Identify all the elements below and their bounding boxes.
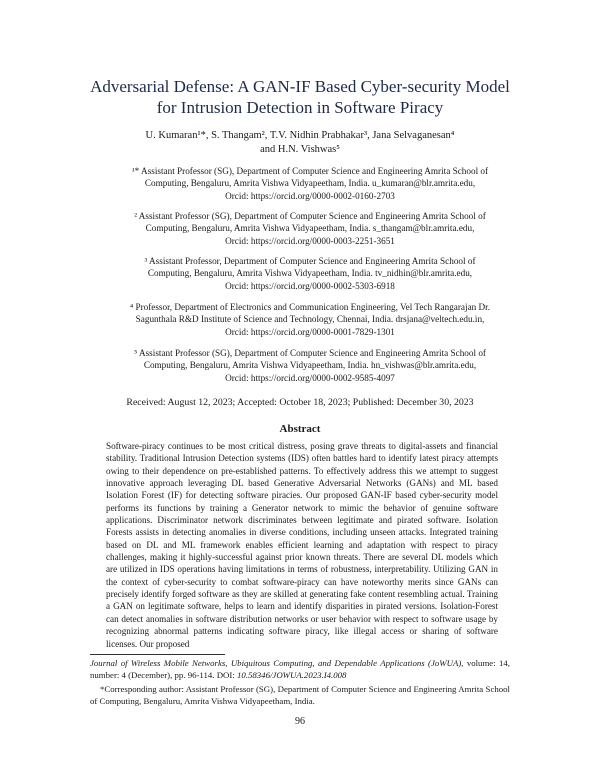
affiliation-orcid: Orcid: https://orcid.org/0000-0002-5303-6918	[225, 280, 395, 291]
affiliation-4	[105, 301, 515, 338]
author-list	[60, 129, 540, 157]
affiliation-line: ³ Assistant Professor, Department of Computer Science and Engineering Amrita School of	[144, 256, 476, 266]
affiliation-line: ⁵ Assistant Professor (SG), Department of Computer Science and Engineering Amrita School of	[133, 348, 486, 358]
affiliation-3	[105, 255, 515, 292]
publication-dates: Received: August 12, 2023; Accepted: October 18, 2023; Published: December 30, 2023	[126, 397, 474, 408]
affiliation-orcid: Orcid: https://orcid.org/0000-0003-2251-3651	[225, 235, 395, 246]
authors-line-2: and H.N. Vishwas⁵	[260, 144, 340, 155]
affiliation-line: Computing, Bengaluru, Amrita Vishwa Vidyapeetham, India. tv_nidhin@blr.amrita.edu,	[147, 268, 473, 279]
paper-title	[60, 76, 540, 118]
affiliation-line: ² Assistant Professor (SG), Department of Computer Science and Engineering Amrita School of	[134, 211, 486, 221]
affiliation-line: Computing, Bengaluru, Amrita Vishwa Vidyapeetham, India. s_thangam@blr.amrita.edu,	[145, 223, 475, 234]
affiliation-2	[105, 210, 515, 247]
affiliation-orcid: Orcid: https://orcid.org/0000-0002-9585-4097	[225, 372, 395, 383]
affiliation-line: ¹* Assistant Professor (SG), Department of Computer Science and Engineering Amrita School of	[131, 166, 489, 176]
affiliation-line: Sagunthala R&D Institute of Science and Technology, Chennai, India. drsjana@veltech.edu.in,	[135, 314, 485, 325]
affiliation-orcid: Orcid: https://orcid.org/0000-0001-7829-1301	[225, 326, 395, 337]
doi-link[interactable]: 10.58346/JOWUA.2023.I4.008	[236, 669, 347, 680]
affiliation-1	[105, 165, 515, 202]
affiliation-5	[105, 347, 515, 384]
affiliation-line: ⁴ Professor, Department of Electronics and Communication Engineering, Vel Tech Rangarajan Dr.	[129, 302, 491, 312]
footnote-divider	[90, 654, 225, 655]
journal-citation	[90, 658, 510, 681]
abstract-text: Software-piracy continues to be most critical distress, posing grave threats to digital-assets and financial stability. Traditional Intrusion Detection systems (IDS) often battles hard to identify latest piracy attempts owing to their dependence on pre-established patterns. To effectively address this we attempt to suggest innovative approach leveraging DL based Generative Adversarial Networks (GANs) and ML based Isolation Forest (IF) for detecting software piracies. Our proposed GAN-IF based cyber-security model performs its functions by training a Generator network to mimic the behavior of genuine software applications. Discriminator network discriminates between legitimate and pirated software. Isolation Forests assists in detecting anomalies in diverse conditions, including unseen attacks. Integrated training based on DL and ML framework enables efficient learning and adaptation with respect to piracy challenges, making it highly-successful against prior known threats. There are several DL models which are utilized in IDS operations having limitations in terms of robustness, interpretability. Utilizing GAN in the context of cyber-security to combat software-piracy can have noteworthy merits since GANs can precisely identify forged software as they are skilled at generating fake content resembling actual. Training a GAN on legitimate software, helps to learn and identify disparities in pirated versions. Isolation-Forest can detect anomalies in software distribution networks or user behavior with respect to software usage by recognizing abnormal patterns indicating software piracy, like illegal access or sharing of software licenses. Our proposed	[106, 441, 498, 649]
affiliation-orcid: Orcid: https://orcid.org/0000-0002-0160-2703	[225, 190, 395, 201]
affiliation-line: Computing, Bengaluru, Amrita Vishwa Vidyapeetham, India. hn_vishwas@blr.amrita.edu,	[143, 360, 477, 371]
journal-name: Journal of Wireless Mobile Networks, Ubiquitous Computing, and Dependable Applications (JoWUA),	[90, 658, 464, 668]
abstract-heading: Abstract	[279, 423, 321, 435]
page-number: 96	[295, 716, 305, 727]
title-line-2: for Intrusion Detection in Software Piracy	[156, 98, 444, 117]
authors-line-1: U. Kumaran¹*, S. Thangam², T.V. Nidhin Prabhakar³, Jana Selvaganesan⁴	[145, 130, 455, 141]
affiliation-line: Computing, Bengaluru, Amrita Vishwa Vidyapeetham, India. u_kumaran@blr.amrita.edu,	[144, 178, 476, 189]
journal-details: volume: 14, number: 4 (December), pp. 96-114. DOI:	[90, 658, 510, 680]
title-line-1: Adversarial Defense: A GAN-IF Based Cyber-security Model	[90, 77, 510, 96]
corresponding-author-note: *Corresponding author: Assistant Professor (SG), Department of Computer Science and Engineering Amrita School of Computing, Bengaluru, Amrita Vishwa Vidyapeetham, India.	[90, 684, 510, 706]
